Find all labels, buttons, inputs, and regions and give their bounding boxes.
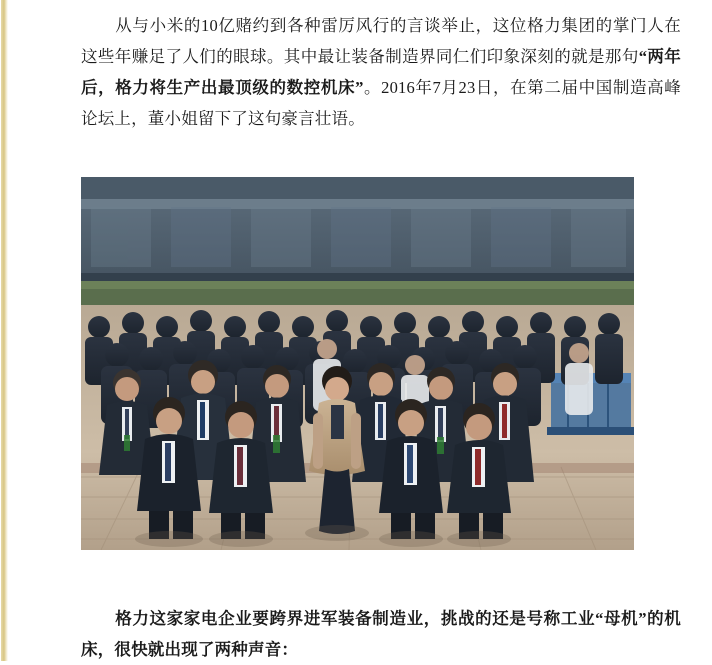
paragraph-bottom-line2: 业“母机”的机床，很快就出现了两种声音：: [81, 609, 681, 659]
paragraph-bottom: [81, 603, 681, 665]
paragraph-top-line3-suffix: 。2016年7月23: [363, 78, 476, 97]
paragraph-bottom-line1: 格力这家家电企业要跨界进军装备制造业，挑战的还是号称工: [114, 609, 578, 628]
paragraph-top-line3-prefix: 就是那句: [571, 47, 639, 66]
paragraph-top-line4: 日，在第二届中国制造高峰论坛上，董小姐留下了这句豪言壮语。: [81, 78, 681, 128]
paragraph-top-quote: “两年后，格力将生产出最顶级的数控机床”: [81, 47, 681, 97]
paragraph-top: [81, 10, 681, 134]
paragraph-top-line2: 门人在这些年赚足了人们的眼球。其中最让装备制造界同仁们印象深刻的: [81, 16, 682, 66]
paragraph-top-line1: 从与小米的10亿赌约到各种雷厉风行的言谈举止，这位格力集团的掌: [114, 16, 630, 35]
figure-conference-crowd: [81, 177, 634, 550]
document-content: [28, 0, 684, 665]
figure-image: [81, 177, 634, 550]
page-left-rule: [0, 0, 8, 661]
